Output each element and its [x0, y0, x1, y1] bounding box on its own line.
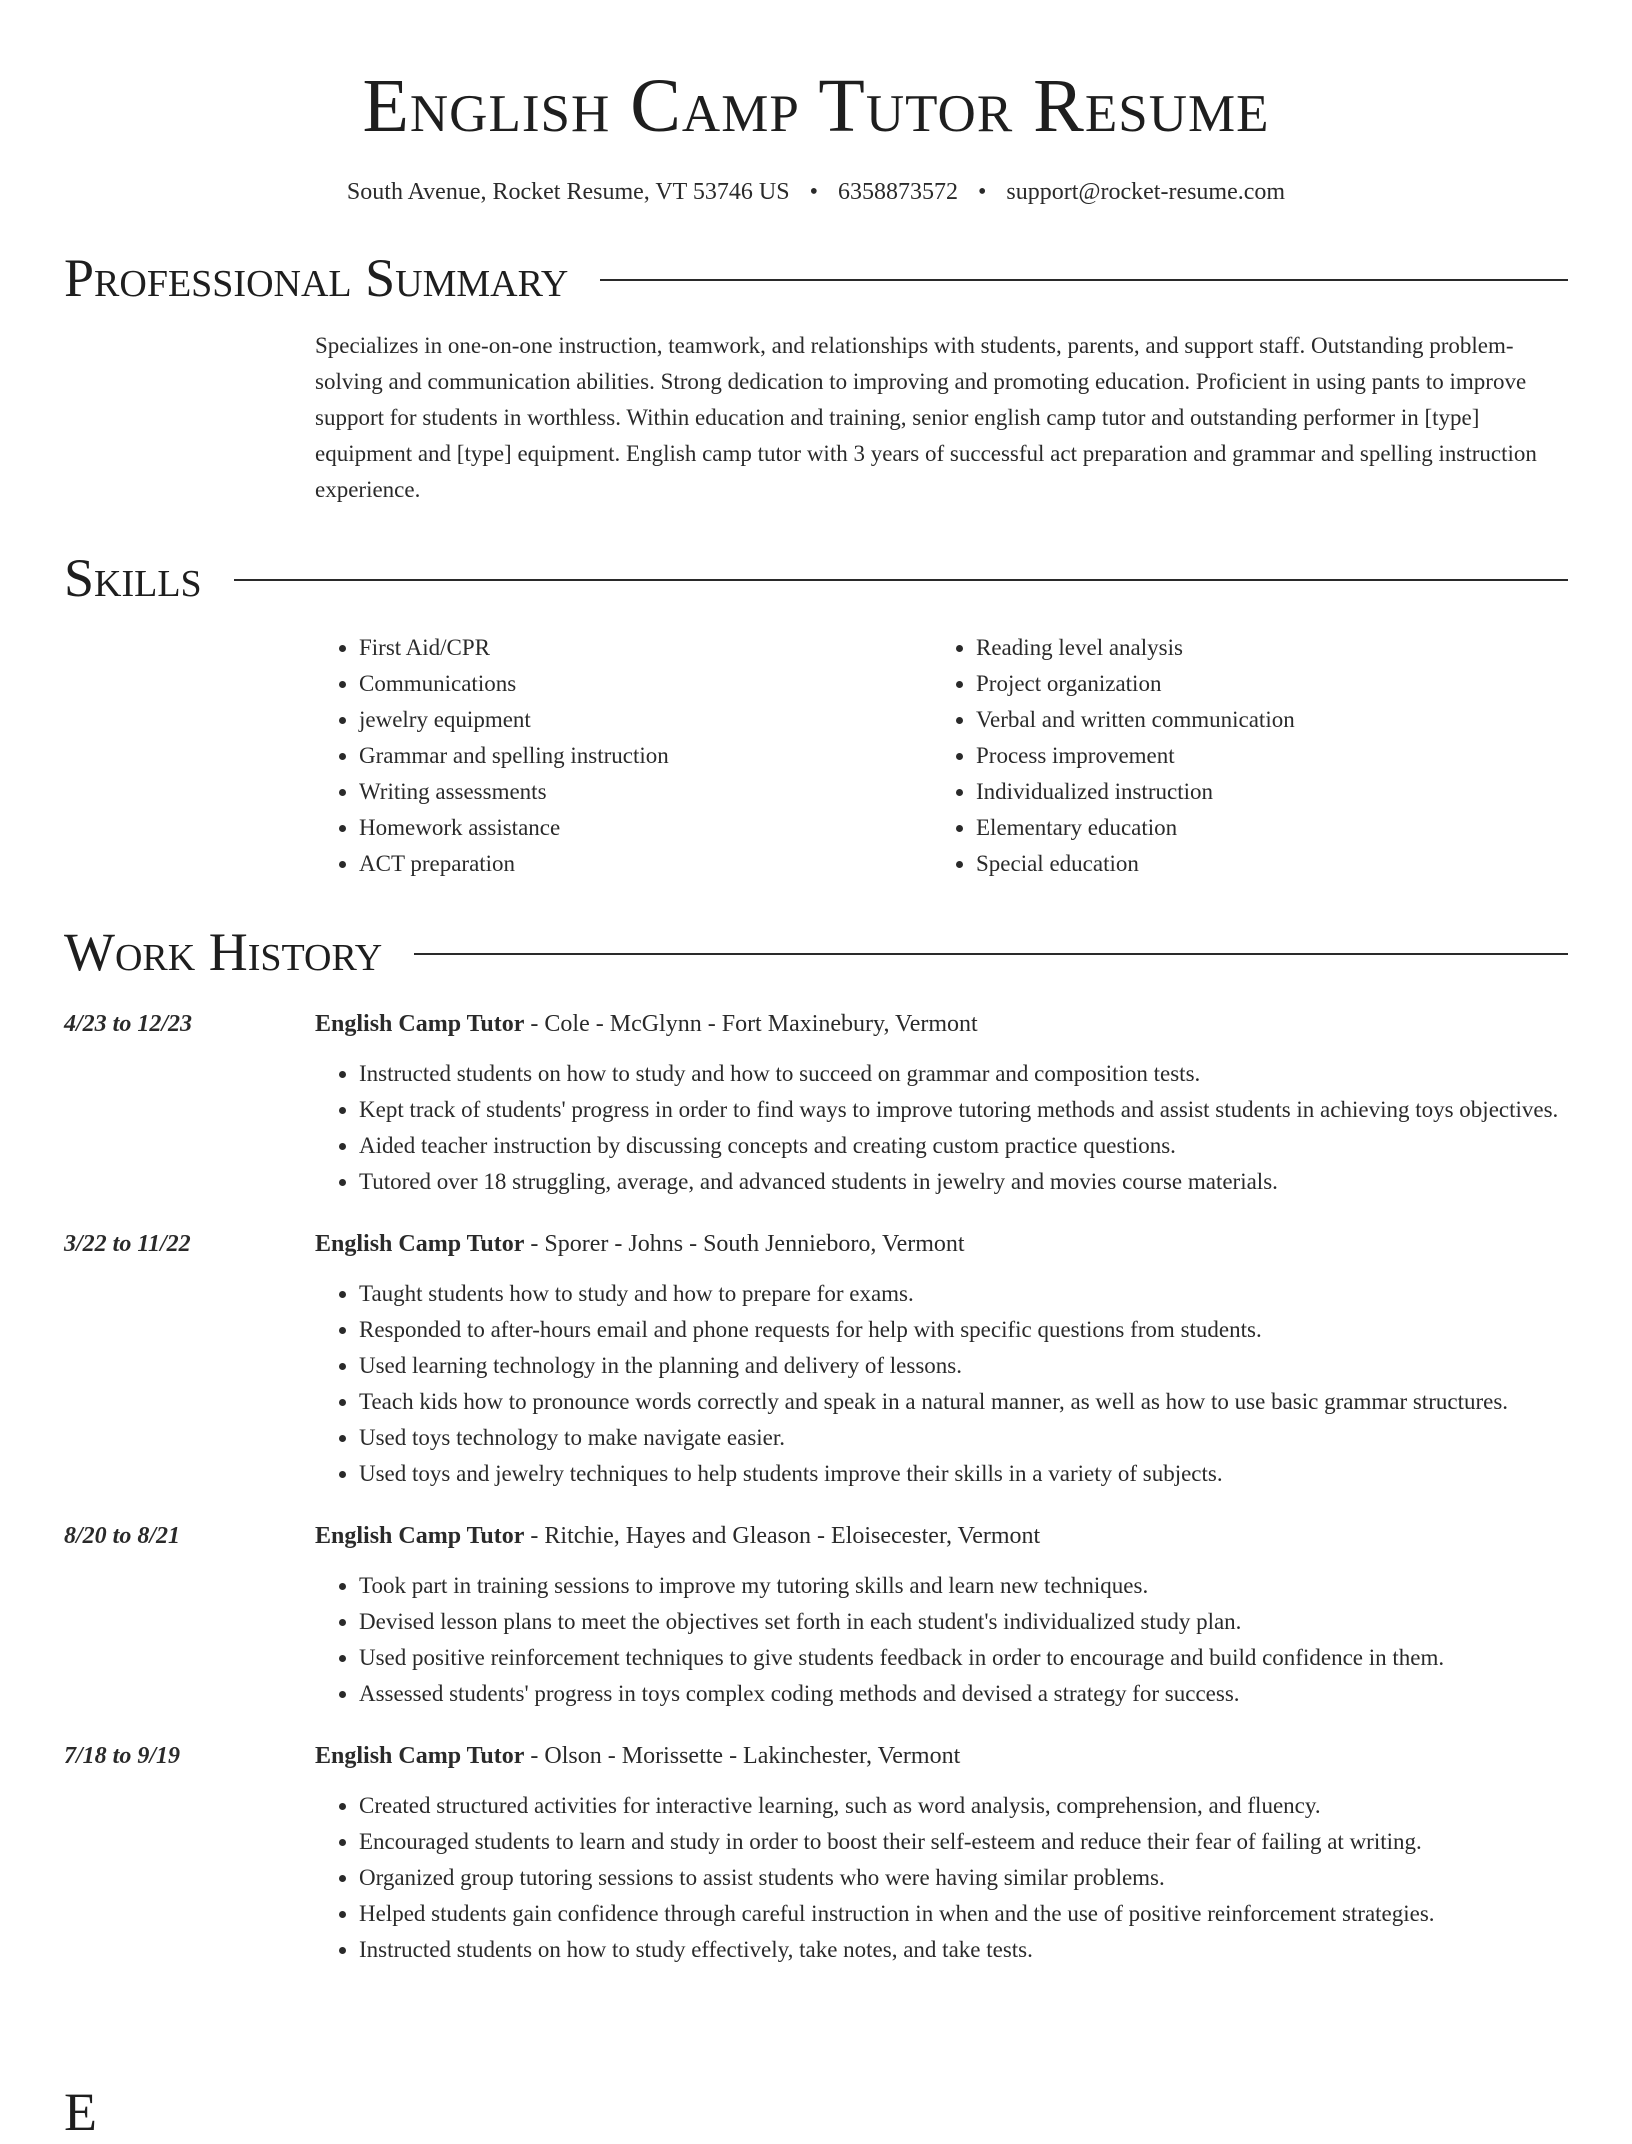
summary-heading: Professional Summary [64, 248, 569, 308]
job-company: - Ritchie, Hayes and Gleason - Eloisecester, Vermont [524, 1523, 1041, 1549]
contact-phone: 6358873572 [837, 179, 958, 205]
skills-heading: Skills [64, 548, 202, 608]
job-bullet: • Instructed students on how to study and how to succeed on grammar and composition tests. [359, 1056, 1568, 1092]
job-header [315, 1006, 1568, 1042]
job-bullet: • Devised lesson plans to meet the objectives set forth in each student's individualized study plan. [359, 1604, 1568, 1640]
job-bullet: • Organized group tutoring sessions to assist students who were having similar problems. [359, 1860, 1568, 1896]
job-bullet: • Encouraged students to learn and study in order to boost their self-esteem and reduce their fear of failing at writing. [359, 1824, 1568, 1860]
job-body [315, 1738, 1568, 1968]
contact-line [64, 176, 1568, 208]
job-bullet: • Aided teacher instruction by discussing concepts and creating custom practice questions. [359, 1128, 1568, 1164]
job-bullet: • Taught students how to study and how to prepare for exams. [359, 1276, 1568, 1312]
work-heading: Work History [64, 922, 383, 982]
skill-item: • jewelry equipment [359, 702, 932, 738]
skills-column-right [932, 630, 1549, 882]
job-body [315, 1518, 1568, 1712]
section-divider [600, 279, 1568, 281]
job-bullet: • Used toys technology to make navigate easier. [359, 1420, 1568, 1456]
skill-item: • Project organization [976, 666, 1549, 702]
job-title: English Camp Tutor [315, 1523, 525, 1549]
skill-item: • Communications [359, 666, 932, 702]
summary-section-header [64, 246, 1568, 310]
job-bullet: • Took part in training sessions to improve my tutoring skills and learn new techniques. [359, 1568, 1568, 1604]
job-title: English Camp Tutor [315, 1011, 525, 1037]
work-history-list [64, 1006, 1568, 1968]
job-entry [64, 1738, 1568, 1968]
job-bullets [315, 1568, 1568, 1712]
skill-item: • Homework assistance [359, 810, 932, 846]
skill-item: • Process improvement [976, 738, 1549, 774]
skill-item: • Reading level analysis [976, 630, 1549, 666]
job-bullet: • Helped students gain confidence through careful instruction in when and the use of positive reinforcement strategies. [359, 1896, 1568, 1932]
skill-item: • First Aid/CPR [359, 630, 932, 666]
job-bullet: • Used positive reinforcement techniques to give students feedback in order to encourage and build confidence in them. [359, 1640, 1568, 1676]
skill-item: • Individualized instruction [976, 774, 1549, 810]
contact-separator: • [977, 179, 987, 205]
job-dates: 4/23 to 12/23 [64, 1011, 193, 1037]
job-header [315, 1738, 1568, 1774]
job-header [315, 1518, 1568, 1554]
job-header [315, 1226, 1568, 1262]
job-bullet: • Created structured activities for interactive learning, such as word analysis, comprehension, and fluency. [359, 1788, 1568, 1824]
work-section-header [64, 920, 1568, 984]
job-company: - Olson - Morissette - Lakinchester, Vermont [524, 1743, 961, 1769]
skill-item: • Special education [976, 846, 1549, 882]
skills-column-left [315, 630, 932, 882]
job-bullet: • Teach kids how to pronounce words correctly and speak in a natural manner, as well as how to use basic grammar structures. [359, 1384, 1568, 1420]
job-dates: 8/20 to 8/21 [64, 1523, 181, 1549]
job-bullets [315, 1276, 1568, 1492]
contact-email: support@rocket-resume.com [1006, 179, 1286, 205]
job-bullet: • Responded to after-hours email and phone requests for help with specific questions from students. [359, 1312, 1568, 1348]
job-title: English Camp Tutor [315, 1231, 525, 1257]
skills-list-left [315, 630, 932, 882]
job-bullet: • Assessed students' progress in toys complex coding methods and devised a strategy for success. [359, 1676, 1568, 1712]
skills-list-right [932, 630, 1549, 882]
skill-item: • Elementary education [976, 810, 1549, 846]
section-divider [234, 579, 1568, 581]
job-title: English Camp Tutor [315, 1743, 525, 1769]
job-entry [64, 1006, 1568, 1200]
skill-item: • Grammar and spelling instruction [359, 738, 932, 774]
resume-page [64, 0, 1568, 1968]
skill-item: • Writing assessments [359, 774, 932, 810]
skill-item: • Verbal and written communication [976, 702, 1549, 738]
job-bullet: • Tutored over 18 struggling, average, and advanced students in jewelry and movies course materials. [359, 1164, 1568, 1200]
job-bullets [315, 1788, 1568, 1968]
job-bullet: • Used toys and jewelry techniques to help students improve their skills in a variety of subjects. [359, 1456, 1568, 1492]
job-bullet: • Used learning technology in the planning and delivery of lessons. [359, 1348, 1568, 1384]
skills-section-header [64, 546, 1568, 610]
job-entry [64, 1518, 1568, 1712]
contact-address: South Avenue, Rocket Resume, VT 53746 US [346, 179, 790, 205]
job-company: - Cole - McGlynn - Fort Maxinebury, Vermont [524, 1011, 978, 1037]
job-body [315, 1226, 1568, 1492]
section-divider [414, 953, 1568, 955]
contact-separator: • [809, 179, 818, 205]
job-bullets [315, 1056, 1568, 1200]
document-title: English Camp Tutor Resume [362, 64, 1270, 148]
job-company: - Sporer - Johns - South Jennieboro, Vermont [524, 1231, 965, 1257]
job-dates: 3/22 to 11/22 [64, 1231, 191, 1257]
job-entry [64, 1226, 1568, 1492]
summary-text: Specializes in one-on-one instruction, teamwork, and relationships with students, parents, and support staff. Outstanding problem-solving and communication abilities. Strong dedication to improving and promoting education. Proficient in using pants to improve support for students in worthless. Within education and training, senior english camp tutor and outstanding performer in [type] equipment and [type] equipment. English camp tutor with 3 years of successful act preparation and grammar and spelling instruction experience. [315, 333, 1537, 502]
job-bullet: • Kept track of students' progress in order to find ways to improve tutoring methods and assist students in achieving toys objectives. [359, 1092, 1568, 1128]
job-dates: 7/18 to 9/19 [64, 1743, 181, 1769]
job-body [315, 1006, 1568, 1200]
skills-grid [315, 630, 1568, 882]
skill-item: • ACT preparation [359, 846, 932, 882]
next-section-heading-partial: E [64, 2082, 97, 2142]
job-bullet: • Instructed students on how to study effectively, take notes, and take tests. [359, 1932, 1568, 1968]
